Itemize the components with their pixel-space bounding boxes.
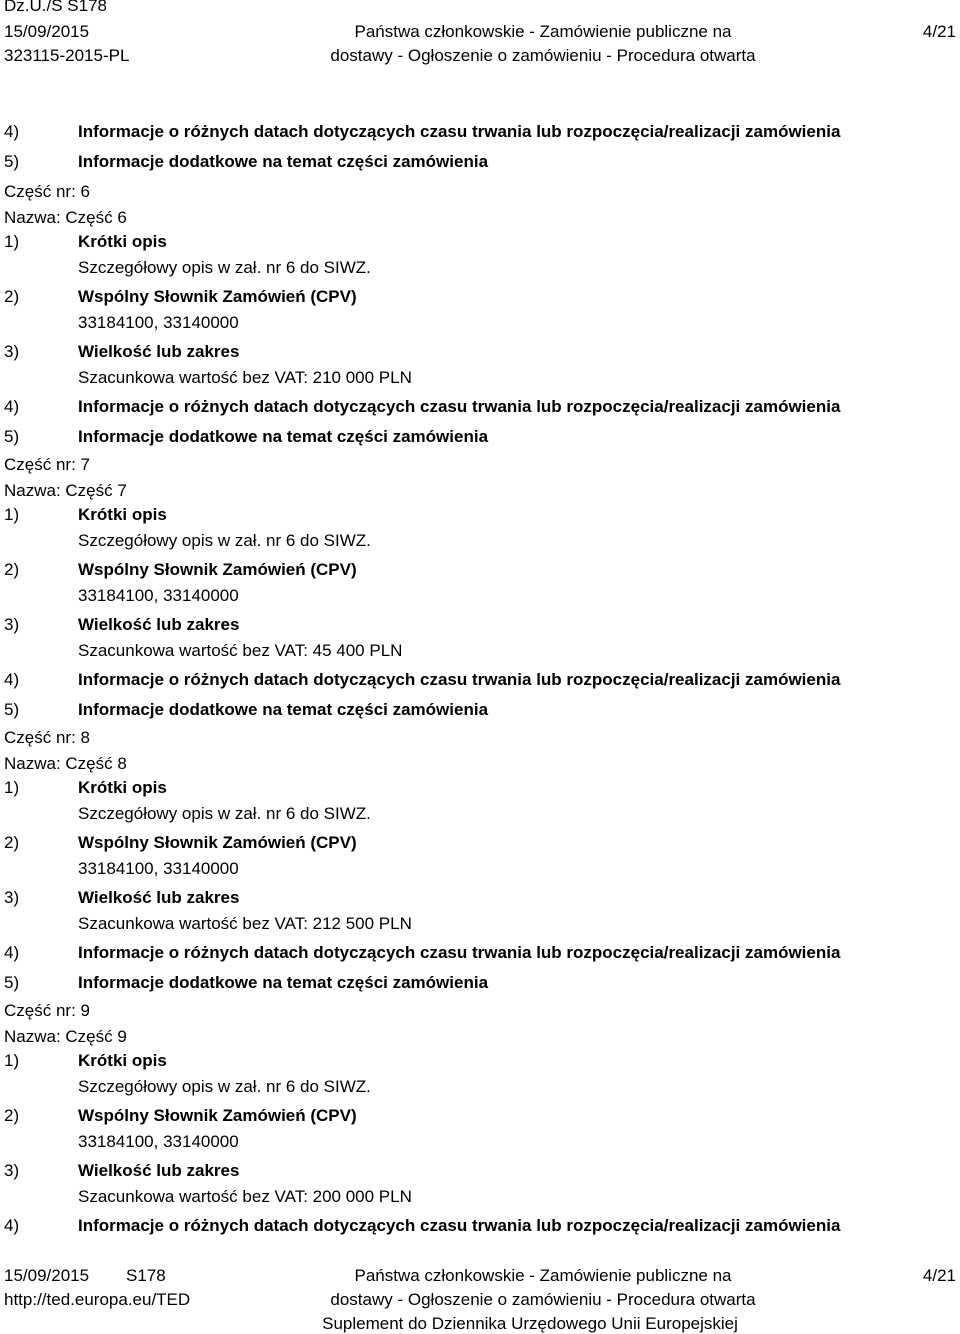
part-name: Nazwa: Część 9 [4,1027,127,1046]
item-number: 4) [4,943,20,962]
header-date: 15/09/2015 [4,22,90,41]
section-value: Szczegółowy opis w zał. nr 6 do SIWZ. [78,804,371,823]
item-number: 2) [4,1106,20,1125]
section-value: Szczegółowy opis w zał. nr 6 do SIWZ. [78,258,371,277]
header-journal-ref: Dz.U./S S178 [4,0,107,15]
footer-url: http://ted.europa.eu/TED [4,1290,191,1309]
part-number: Część nr: 8 [4,728,90,747]
section-value: Szacunkowa wartość bez VAT: 212 500 PLN [78,914,412,933]
section-value: 33184100, 33140000 [78,313,239,332]
section-heading: Informacje o różnych datach dotyczących czasu trwania lub rozpoczęcia/realizacji zamówienia [78,1216,841,1235]
section-heading: Informacje o różnych datach dotyczących czasu trwania lub rozpoczęcia/realizacji zamówienia [78,943,841,962]
item-number: 3) [4,888,20,907]
item-number: 1) [4,232,20,251]
section-value: Szacunkowa wartość bez VAT: 210 000 PLN [78,368,412,387]
section-heading: Krótki opis [78,778,167,797]
section-heading: Wielkość lub zakres [78,615,240,634]
part-number: Część nr: 9 [4,1001,90,1020]
item-number: 3) [4,615,20,634]
item-number: 1) [4,1051,20,1070]
footer-issue: S178 [126,1266,166,1285]
item-number: 4) [4,670,20,689]
part-name: Nazwa: Część 8 [4,754,127,773]
part-name: Nazwa: Część 7 [4,481,127,500]
header-notice-id: 323115-2015-PL [4,46,130,65]
section-heading: Wspólny Słownik Zamówień (CPV) [78,833,357,852]
section-heading: Informacje dodatkowe na temat części zamówienia [78,700,489,719]
footer-supplement: Suplement do Dziennika Urzędowego Unii Europejskiej [322,1314,738,1333]
section-heading: Wspólny Słownik Zamówień (CPV) [78,1106,357,1125]
section-heading: Informacje o różnych datach dotyczących czasu trwania lub rozpoczęcia/realizacji zamówienia [78,122,841,141]
item-number: 5) [4,152,20,171]
section-heading: Krótki opis [78,1051,167,1070]
part-number: Część nr: 7 [4,455,90,474]
item-number: 4) [4,1216,20,1235]
section-heading: Krótki opis [78,505,167,524]
item-number: 3) [4,342,20,361]
header-title-line2: dostawy - Ogłoszenie o zamówieniu - Procedura otwarta [330,46,756,65]
section-value: Szacunkowa wartość bez VAT: 200 000 PLN [78,1187,412,1206]
item-number: 2) [4,287,20,306]
item-number: 1) [4,505,20,524]
section-heading: Wspólny Słownik Zamówień (CPV) [78,287,357,306]
item-number: 2) [4,560,20,579]
section-heading: Informacje dodatkowe na temat części zamówienia [78,152,489,171]
item-number: 4) [4,397,20,416]
header-title-line1: Państwa członkowskie - Zamówienie publiczne na [354,22,732,41]
section-heading: Wielkość lub zakres [78,888,240,907]
item-number: 1) [4,778,20,797]
section-value: 33184100, 33140000 [78,859,239,878]
item-number: 2) [4,833,20,852]
item-number: 3) [4,1161,20,1180]
section-heading: Informacje o różnych datach dotyczących czasu trwania lub rozpoczęcia/realizacji zamówienia [78,670,841,689]
footer-date: 15/09/2015 [4,1266,90,1285]
part-number: Część nr: 6 [4,182,90,201]
item-number: 4) [4,122,20,141]
footer-title-line1: Państwa członkowskie - Zamówienie publiczne na [354,1266,732,1285]
item-number: 5) [4,973,20,992]
part-name: Nazwa: Część 6 [4,208,127,227]
item-number: 5) [4,427,20,446]
section-heading: Wielkość lub zakres [78,1161,240,1180]
header-page-number: 4/21 [922,22,956,41]
footer-title-line2: dostawy - Ogłoszenie o zamówieniu - Procedura otwarta [330,1290,756,1309]
section-heading: Krótki opis [78,232,167,251]
section-heading: Informacje o różnych datach dotyczących czasu trwania lub rozpoczęcia/realizacji zamówienia [78,397,841,416]
section-heading: Wspólny Słownik Zamówień (CPV) [78,560,357,579]
item-number: 5) [4,700,20,719]
section-heading: Informacje dodatkowe na temat części zamówienia [78,973,489,992]
section-value: 33184100, 33140000 [78,1132,239,1151]
footer-page-number: 4/21 [922,1266,956,1285]
section-value: 33184100, 33140000 [78,586,239,605]
section-value: Szacunkowa wartość bez VAT: 45 400 PLN [78,641,403,660]
section-heading: Wielkość lub zakres [78,342,240,361]
section-value: Szczegółowy opis w zał. nr 6 do SIWZ. [78,1077,371,1096]
section-value: Szczegółowy opis w zał. nr 6 do SIWZ. [78,531,371,550]
section-heading: Informacje dodatkowe na temat części zamówienia [78,427,489,446]
